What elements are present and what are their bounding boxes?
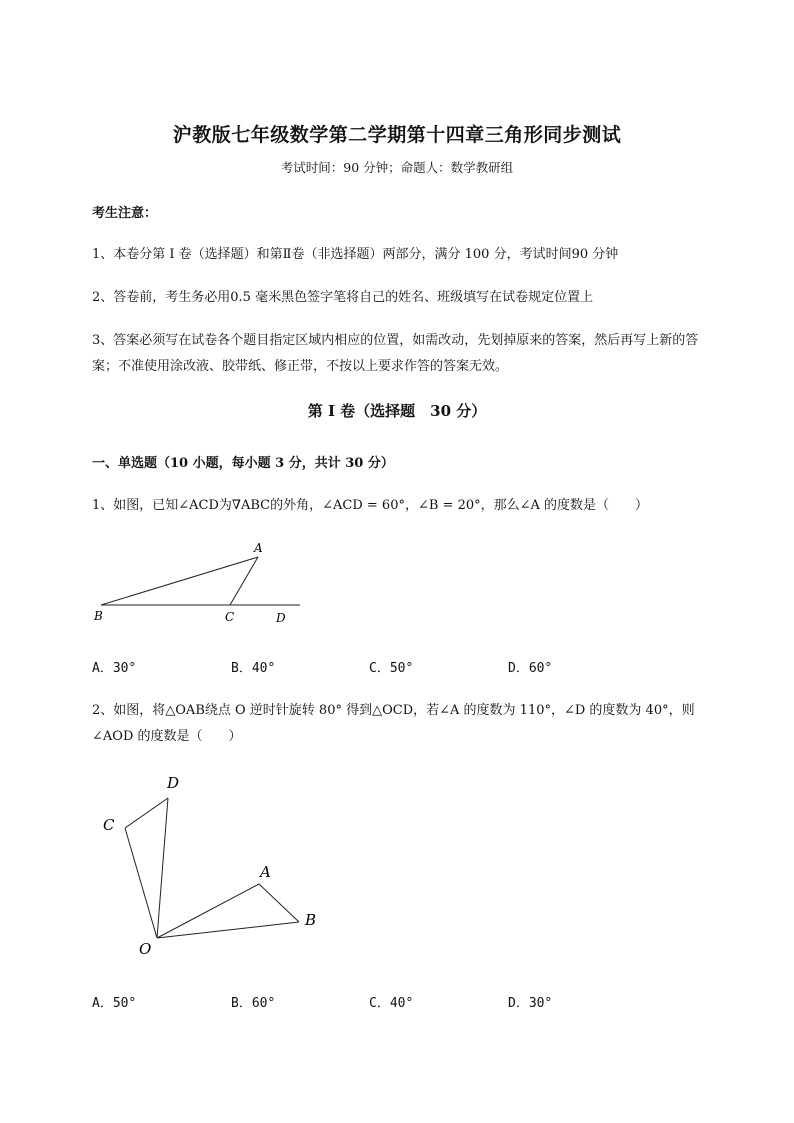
notice-item-1: 1、本卷分第 I 卷（选择题）和第Ⅱ卷（非选择题）两部分，满分 100 分，考试时间90 分钟 [92,247,619,262]
line-DO [157,798,168,938]
q2-option-d[interactable]: D．30° [508,996,553,1011]
label-C: C [103,816,115,834]
question-2-stem: 2、如图，将△OAB绕点 O 逆时针旋转 80° 得到△OCD，若∠A 的度数为 110°，∠D 的度数为 40°，则∠AOD 的度数是（ ） [92,703,695,744]
q2-option-a[interactable]: A．50° [92,996,137,1011]
q1-option-d[interactable]: D．60° [508,661,553,676]
line-OC [125,828,157,938]
question-1-stem: 1、如图，已知∠ACD为∇ABC的外角，∠ACD = 60°，∠B = 20°，那么∠A 的度数是（ ） [92,498,649,513]
notice-item-2: 2、答卷前，考生务必用0.5 毫米黑色签字笔将自己的姓名、班级填写在试卷规定位置上 [92,290,594,305]
line-OA [157,884,259,938]
q2-option-c[interactable]: C．40° [369,996,414,1011]
exam-info: 考试时间：90 分钟；命题人：数学教研组 [280,160,514,175]
label-B: B [94,609,103,623]
notice-heading: 考生注意： [92,206,158,221]
page-title: 沪教版七年级数学第二学期第十四章三角形同步测试 [172,124,622,146]
question-1-figure [85,535,315,630]
label-D: D [167,774,180,792]
q2-option-b[interactable]: B．60° [231,996,276,1011]
label-A: A [254,541,263,555]
q1-option-c[interactable]: C．50° [369,661,414,676]
label-D: D [276,611,286,625]
part-title: 一、单选题（10 小题，每小题 3 分，共计 30 分） [92,456,394,471]
q1-option-b[interactable]: B．40° [231,661,276,676]
line-CD [125,798,168,828]
line-BO [157,922,299,938]
q1-option-a[interactable]: A．30° [92,661,137,676]
label-B: B [305,911,317,929]
label-C: C [225,610,235,624]
section-title: 第 I 卷（选择题 30 分） [307,402,487,420]
label-A: A [260,863,271,881]
line-AB [259,884,299,922]
notice-item-3: 3、答案必须写在试卷各个题目指定区域内相应的位置，如需改动，先划掉原来的答案，然后再写上新的答案；不准使用涂改液、胶带纸、修正带，不按以上要求作答的答案无效。 [92,333,699,374]
label-O: O [139,940,152,958]
question-2-figure [95,770,335,965]
